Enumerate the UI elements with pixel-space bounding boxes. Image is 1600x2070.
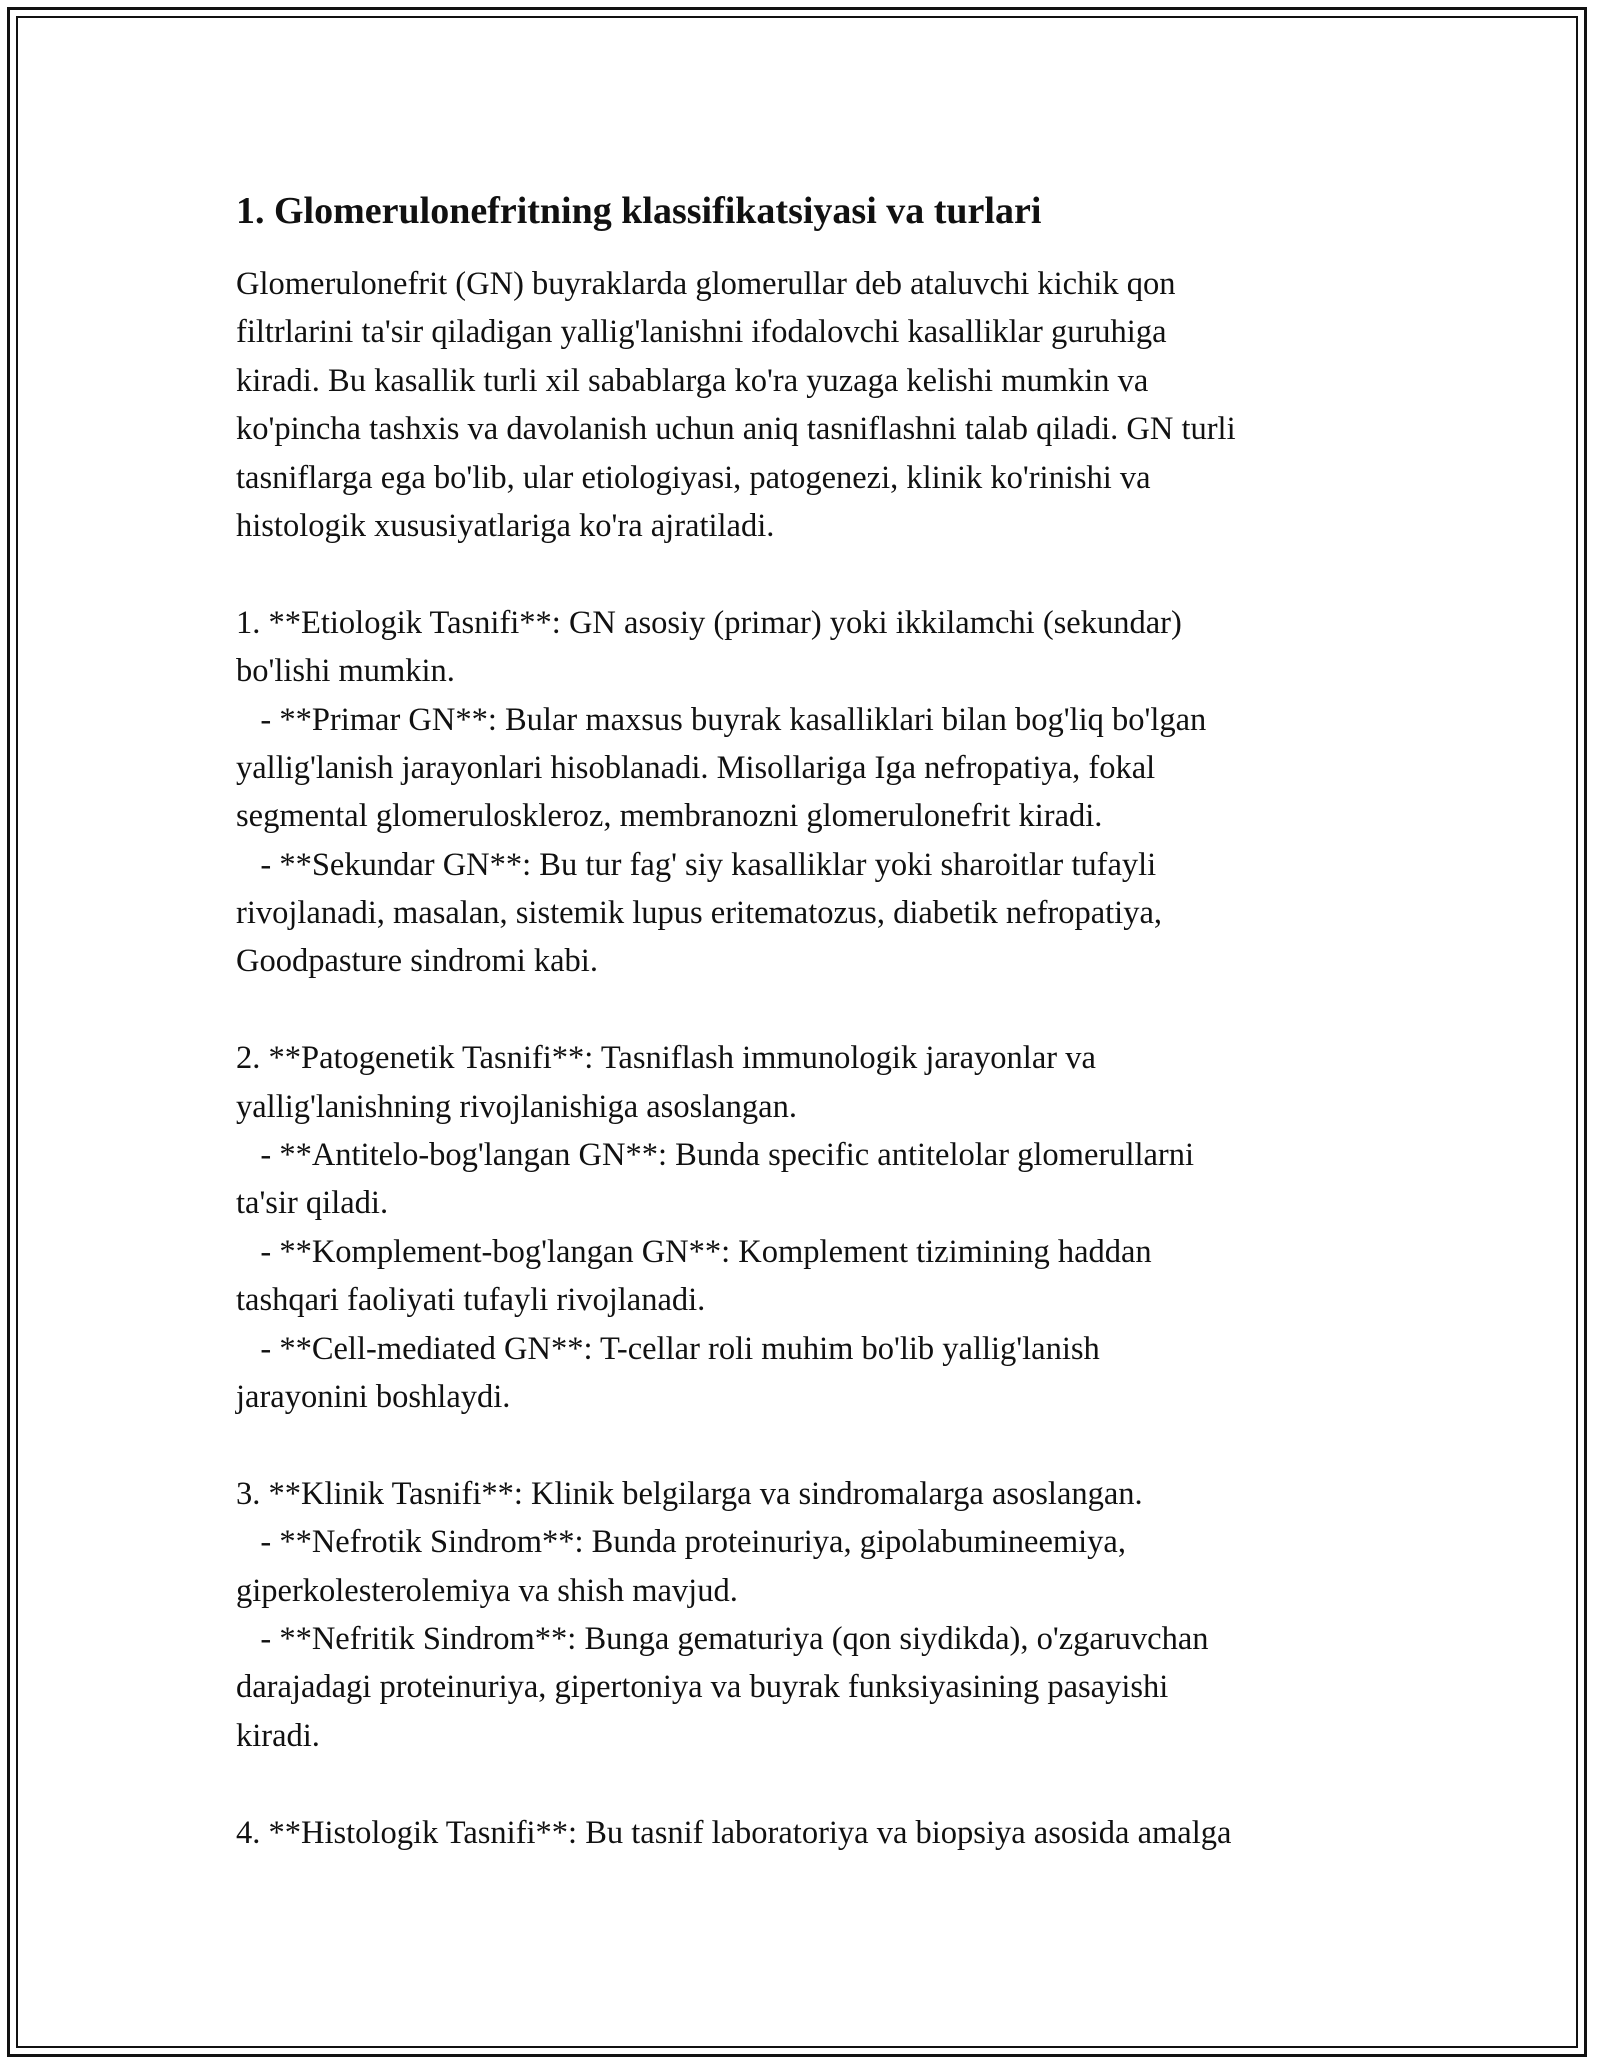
- body-text: [236, 260, 1376, 1857]
- text-line: - **Nefrotik Sindrom**: Bunda proteinuriya, gipolabumineemiya,: [236, 1524, 1126, 1561]
- text-line: - **Sekundar GN**: Bu tur fag' siy kasalliklar yoki sharoitlar tufayli: [236, 846, 1157, 883]
- text-line: filtrlarini ta'sir qiladigan yallig'lanishni ifodalovchi kasalliklar guruhiga: [236, 314, 1167, 351]
- blank-line: [236, 986, 1376, 1034]
- text-line: jarayonini boshlaydi.: [236, 1378, 511, 1415]
- blank-line: [236, 1760, 1376, 1808]
- text-line: - **Antitelo-bog'langan GN**: Bunda specific antitelolar glomerullarni: [236, 1137, 1195, 1174]
- text-line: 2. **Patogenetik Tasnifi**: Tasniflash immunologik jarayonlar va: [236, 1040, 1096, 1077]
- text-line: tashqari faoliyati tufayli rivojlanadi.: [236, 1282, 706, 1319]
- text-line: rivojlanadi, masalan, sistemik lupus eritematozus, diabetik nefropatiya,: [236, 895, 1162, 932]
- text-line: kiradi.: [236, 1717, 320, 1754]
- text-line: - **Cell-mediated GN**: T-cellar roli muhim bo'lib yallig'lanish: [236, 1330, 1100, 1367]
- text-line: - **Nefritik Sindrom**: Bunga gematuriya (qon siydikda), o'zgaruvchan: [236, 1620, 1209, 1657]
- text-line: darajadagi proteinuriya, gipertoniya va buyrak funksiyasining pasayishi: [236, 1669, 1169, 1706]
- text-line: histologik xususiyatlariga ko'ra ajratiladi.: [236, 507, 775, 544]
- text-line: 1. **Etiologik Tasnifi**: GN asosiy (primar) yoki ikkilamchi (sekundar): [236, 604, 1182, 641]
- text-line: kiradi. Bu kasallik turli xil sabablarga ko'ra yuzaga kelishi mumkin va: [236, 362, 1149, 399]
- text-line: - **Komplement-bog'langan GN**: Komplement tizimining haddan: [236, 1233, 1152, 1270]
- text-line: - **Primar GN**: Bular maxsus buyrak kasalliklari bilan bog'liq bo'lgan: [236, 701, 1207, 738]
- blank-line: [236, 550, 1376, 598]
- text-line: tasniflarga ega bo'lib, ular etiologiyasi, patogenezi, klinik ko'rinishi va: [236, 459, 1151, 496]
- text-line: giperkolesterolemiya va shish mavjud.: [236, 1572, 738, 1609]
- blank-line: [236, 1421, 1376, 1469]
- text-line: segmental glomeruloskleroz, membranozni glomerulonefrit kiradi.: [236, 798, 1103, 835]
- section-heading: 1. Glomerulonefritning klassifikatsiyasi va turlari: [236, 190, 1042, 232]
- text-line: bo'lishi mumkin.: [236, 653, 455, 690]
- text-line: ko'pincha tashxis va davolanish uchun aniq tasniflashni talab qiladi. GN turli: [236, 411, 1236, 448]
- text-line: yallig'lanishning rivojlanishiga asoslangan.: [236, 1088, 797, 1125]
- text-line: 3. **Klinik Tasnifi**: Klinik belgilarga va sindromalarga asoslangan.: [236, 1475, 1143, 1512]
- text-line: Goodpasture sindromi kabi.: [236, 943, 598, 980]
- document-body: [236, 186, 1376, 1857]
- text-line: 4. **Histologik Tasnifi**: Bu tasnif laboratoriya va biopsiya asosida amalga: [236, 1814, 1232, 1851]
- text-line: ta'sir qiladi.: [236, 1185, 389, 1222]
- text-line: Glomerulonefrit (GN) buyraklarda glomerullar deb ataluvchi kichik qon: [236, 266, 1176, 302]
- text-line: yallig'lanish jarayonlari hisoblanadi. Misollariga Iga nefropatiya, fokal: [236, 749, 1156, 786]
